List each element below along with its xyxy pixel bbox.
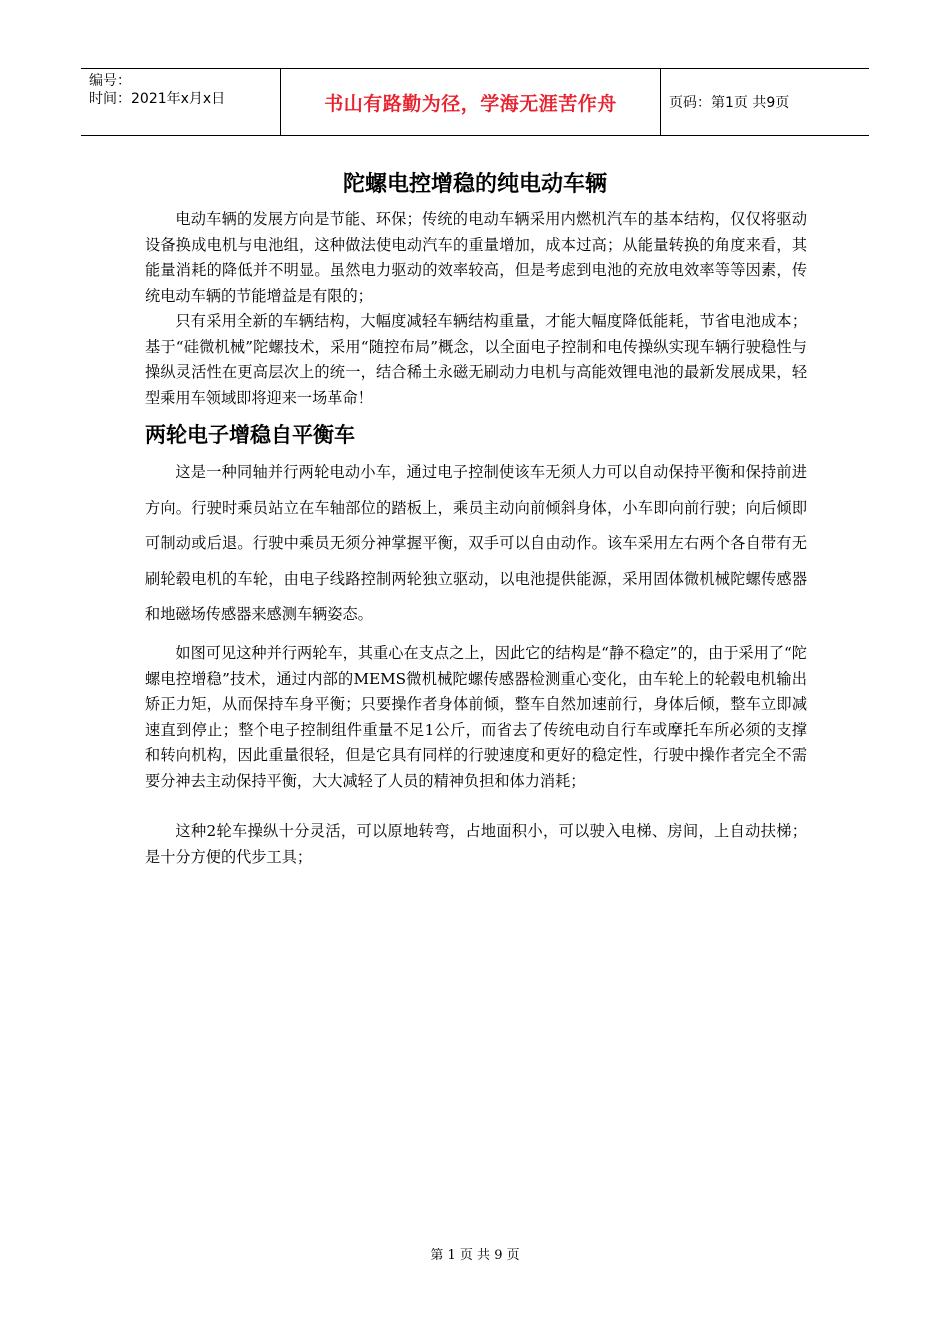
- page-header: [81, 68, 869, 136]
- document-time-label: 时间：2021年x月x日: [89, 91, 226, 107]
- section-paragraph-1: 这是一种同轴并行两轮电动小车，通过电子控制使该车无须人力可以自动保持平衡和保持前进方向。行驶时乘员站立在车轴部位的踏板上，乘员主动向前倾斜身体，小车即向前行驶；向后倾即可制动或后退。行驶中乘员无须分神掌握平衡，双手可以自由动作。该车采用左右两个各自带有无刷轮毂电机的车轮，由电子线路控制两轮独立驱动，以电池提供能源，采用固体微机械陀螺传感器和地磁场传感器来感测车辆姿态。: [145, 463, 807, 624]
- section-paragraph-3: 这种2轮车操纵十分灵活，可以原地转弯，占地面积小，可以驶入电梯、房间，上自动扶梯；是十分方便的代步工具；: [145, 822, 807, 866]
- header-motto: 书山有路勤为径，学海无涯苦作舟: [281, 69, 661, 135]
- header-meta: [81, 69, 281, 135]
- intro-paragraph-2: 只有采用全新的车辆结构，大幅度减轻车辆结构重量，才能大幅度降低能耗，节省电池成本；基于“硅微机械”陀螺技术，采用“随控布局”概念，以全面电子控制和电传操纵实现车辆行驶稳性与操纵灵活性在更高层次上的统一，结合稀土永磁无刷动力电机与高能效锂电池的最新发展成果，轻型乘用车领域即将迎来一场革命！: [145, 312, 807, 407]
- header-page-code: 页码：第1页 共9页: [669, 95, 790, 111]
- intro-paragraph-1: 电动车辆的发展方向是节能、环保；传统的电动车辆采用内燃机汽车的基本结构，仅仅将驱动设备换成电机与电池组，这种做法使电动汽车的重量增加，成本过高；从能量转换的角度来看，其能量消耗的降低并不明显。虽然电力驱动的效率较高，但是考虑到电池的充放电效率等等因素，传统电动车辆的节能增益是有限的；: [145, 210, 807, 305]
- page-footer: 第 1 页 共 9 页: [430, 1248, 520, 1263]
- document-number-label: 编号：: [89, 73, 131, 89]
- section-paragraph-2: 如图可见这种并行两轮车，其重心在支点之上，因此它的结构是“静不稳定”的，由于采用了“陀螺电控增稳”技术，通过内部的MEMS微机械陀螺传感器检测重心变化，由车轮上的轮毂电机输出矫正力矩，从而保持车身平衡；只要操作者身体前倾，整车自然加速前行，身体后倾，整车立即减速直到停止；整个电子控制组件重量不足1公斤，而省去了传统电动自行车或摩托车所必须的支撑和转向机构，因此重量很轻，但是它具有同样的行驶速度和更好的稳定性，行驶中操作者完全不需要分神去主动保持平衡，大大减轻了人员的精神负担和体力消耗；: [145, 644, 807, 790]
- document-title: 陀螺电控增稳的纯电动车辆: [342, 172, 607, 197]
- section-heading: 两轮电子增稳自平衡车: [145, 423, 355, 447]
